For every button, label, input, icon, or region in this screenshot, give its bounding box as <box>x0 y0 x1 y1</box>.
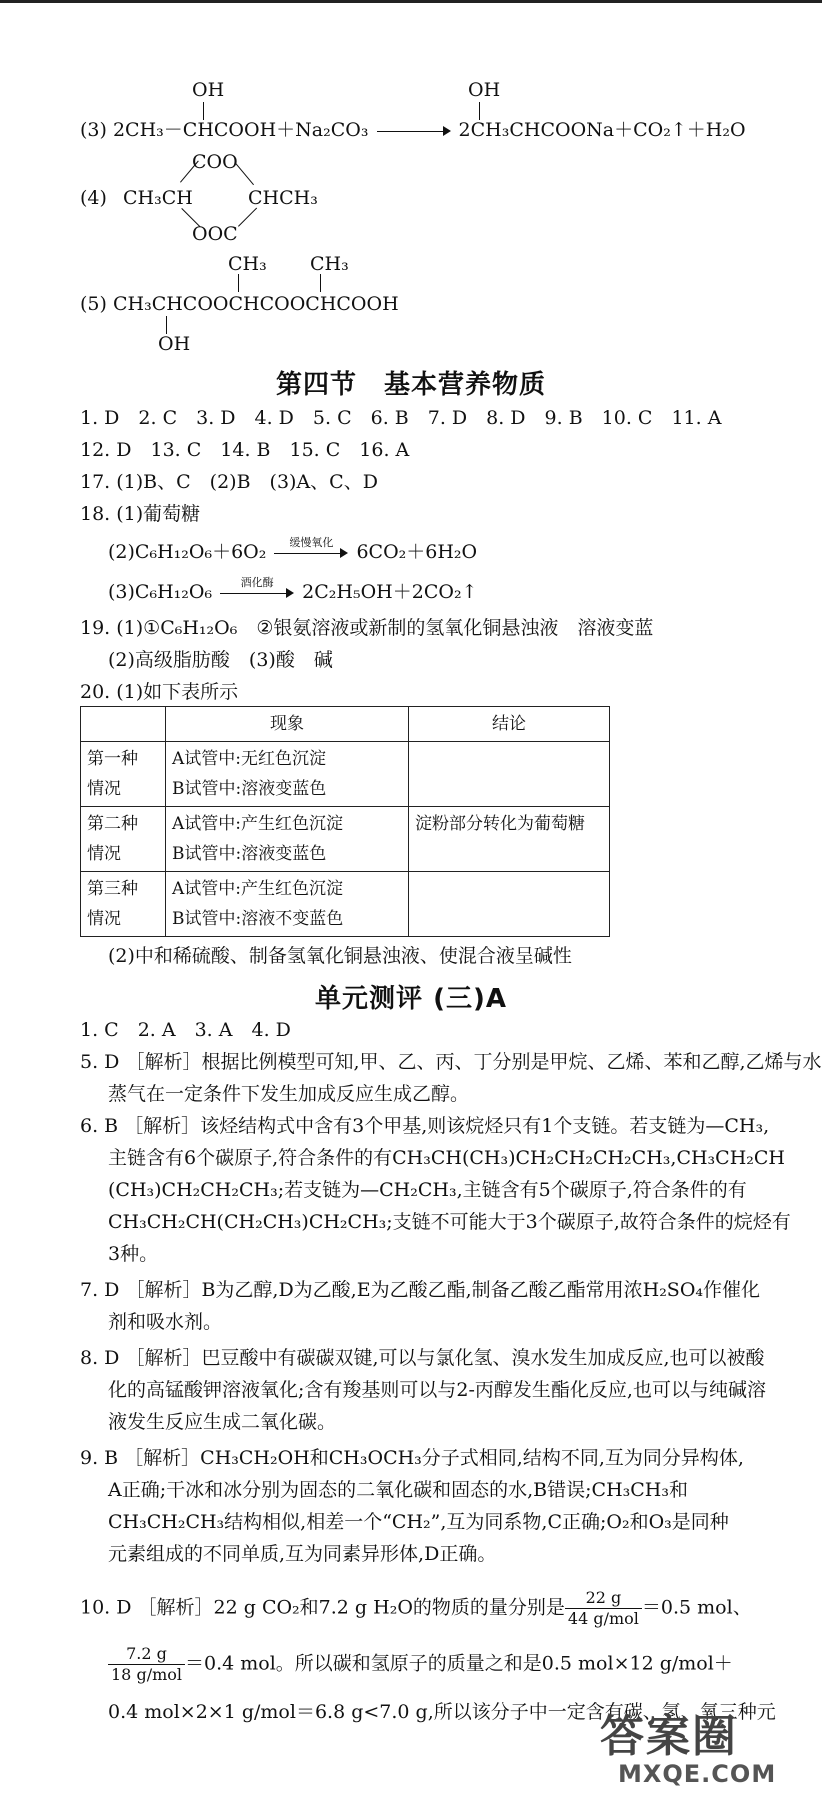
table-header-row <box>81 707 610 742</box>
fraction <box>565 1588 642 1629</box>
answer-line: 液发生反应生成二氧化碳。 <box>108 1411 337 1433</box>
answer-line: 主链含有6个碳原子,符合条件的有CH₃CH(CH₃)CH₂CH₂CH₂CH₃,CH₃CH₂CH <box>108 1147 785 1169</box>
answer-line: CH₃CH₂CH₃结构相似,相差一个“CH₂”,互为同系物,C正确;O₂和O₃是同种 <box>108 1511 729 1533</box>
s4-top: COO <box>192 151 238 173</box>
answer-line: 6. B ［解析］该烃结构式中含有3个甲基,则该烷烃只有1个支链。若支链为—CH₃, <box>80 1115 770 1137</box>
eq-label: (3) <box>108 581 135 603</box>
table-header: 现象 <box>166 707 409 742</box>
s5-bond <box>238 274 239 292</box>
s3-oh-right: OH <box>468 79 501 101</box>
observation: A试管中:无红色沉淀 <box>172 749 327 769</box>
eq-right: 6CO₂＋6H₂O <box>356 541 478 563</box>
answer-line: 9. B ［解析］CH₃CH₂OH和CH₃OCH₃分子式相同,结构不同,互为同分异构体, <box>80 1447 744 1469</box>
case-label: 第三种 <box>87 879 138 899</box>
case-label: 第二种 <box>87 814 138 834</box>
answer-line: (2)高级脂肪酸 (3)酸 碱 <box>108 649 333 671</box>
top-rule <box>0 0 822 3</box>
table-cell <box>166 872 409 937</box>
table-header: 结论 <box>409 707 610 742</box>
table-row <box>81 807 610 872</box>
eq3-label: (3) <box>80 119 107 141</box>
case-label: 第一种 <box>87 749 138 769</box>
reaction-arrow <box>220 576 294 599</box>
equation-18-3 <box>108 576 478 604</box>
s5-label: (5) <box>80 293 107 315</box>
eq-left: C₆H₁₂O₆＋6O₂ <box>134 541 267 563</box>
s5-main: CH₃CHCOOCHCOOCHCOOH <box>112 293 399 315</box>
ring-bond <box>181 208 200 227</box>
results-table <box>80 706 610 937</box>
answer-line-10 <box>80 1588 752 1629</box>
eq3-right: 2CH₃CHCOONa＋CO₂↑＋H₂O <box>458 119 746 141</box>
numerator: 22 g <box>565 1588 642 1609</box>
watermark-url: MXQE.COM <box>618 1760 777 1788</box>
reaction-arrow <box>377 125 451 137</box>
eq-label: (2) <box>108 541 135 563</box>
case-label: 情况 <box>87 779 121 799</box>
text: ＝0.4 mol。所以碳和氢原子的质量之和是0.5 mol×12 g/mol＋ <box>185 1652 733 1675</box>
answer-line: (2)中和稀硫酸、制备氢氧化铜悬浊液、使混合液呈碱性 <box>108 945 572 967</box>
answer-line: 5. D ［解析］根据比例模型可知,甲、乙、丙、丁分别是甲烷、乙烯、苯和乙醇,乙烯与水 <box>80 1051 822 1073</box>
answer-line: 8. D ［解析］巴豆酸中有碳碳双键,可以与氯化氢、溴水发生加成反应,也可以被酸 <box>80 1347 765 1369</box>
answer-line: A正确;干冰和冰分别为固态的二氧化碳和固态的水,B错误;CH₃CH₃和 <box>108 1479 688 1501</box>
ring-bond <box>238 208 257 227</box>
answer-line: 0.4 mol×2×1 g/mol＝6.8 g<7.0 g,所以该分子中一定含有碳、氢、氧三种元 <box>108 1701 776 1723</box>
answer-line: CH₃CH₂CH(CH₂CH₃)CH₂CH₃;支链不可能大于3个碳原子,故符合条件的烷烃有 <box>108 1211 791 1233</box>
table-cell <box>81 742 166 807</box>
table-cell <box>166 807 409 872</box>
answer-line: 17. (1)B、C (2)B (3)A、C、D <box>80 471 378 493</box>
answer-line: 化的高锰酸钾溶液氧化;含有羧基则可以与2-丙醇发生酯化反应,也可以与纯碱溶 <box>108 1379 766 1401</box>
table-header <box>81 707 166 742</box>
answer-line: 1. D 2. C 3. D 4. D 5. C 6. B 7. D 8. D 9. B 10. C 11. A <box>80 407 722 429</box>
observation: A试管中:产生红色沉淀 <box>172 879 344 899</box>
answer-line: (CH₃)CH₂CH₂CH₃;若支链为—CH₂CH₃,主链含有5个碳原子,符合条件的有 <box>108 1179 747 1201</box>
table-cell <box>409 872 610 937</box>
answer-line: 蒸气在一定条件下发生加成反应生成乙醇。 <box>108 1083 470 1105</box>
table-cell <box>166 742 409 807</box>
s4-bottom: OOC <box>192 223 238 245</box>
structure-5 <box>80 292 399 316</box>
s4-right: CHCH₃ <box>248 187 318 209</box>
eq3-left: 2CH₃－CHCOOH＋Na₂CO₃ <box>112 119 369 141</box>
table-cell: 淀粉部分转化为葡萄糖 <box>409 807 610 872</box>
table-cell <box>81 872 166 937</box>
section-title: 第四节 基本营养物质 <box>275 370 546 400</box>
s4-left: CH₃CH <box>123 187 193 209</box>
table-row <box>81 872 610 937</box>
eq-left: C₆H₁₂O₆ <box>134 581 213 603</box>
answer-line: 剂和吸水剂。 <box>108 1311 223 1333</box>
reaction-condition: 酒化酶 <box>240 576 274 589</box>
answer-line: 7. D ［解析］B为乙醇,D为乙酸,E为乙酸乙酯,制备乙酸乙酯常用浓H₂SO₄作催化 <box>80 1279 761 1301</box>
case-label: 情况 <box>87 844 121 864</box>
text: ＝0.5 mol、 <box>641 1596 752 1619</box>
observation: B试管中:溶液不变蓝色 <box>172 909 344 929</box>
table-cell <box>409 742 610 807</box>
answer-line: 3种。 <box>108 1243 159 1265</box>
reaction-condition: 缓慢氧化 <box>289 536 334 549</box>
equation-3 <box>80 118 746 142</box>
s5-bond <box>320 274 321 292</box>
observation: B试管中:溶液变蓝色 <box>172 779 327 799</box>
s5-ch3-b: CH₃ <box>310 253 349 275</box>
observation: B试管中:溶液变蓝色 <box>172 844 327 864</box>
observation: A试管中:产生红色沉淀 <box>172 814 344 834</box>
case-label: 情况 <box>87 909 121 929</box>
eq-right: 2C₂H₅OH＋2CO₂↑ <box>302 581 478 603</box>
equation-18-2 <box>108 536 478 564</box>
answer-line: 1. C 2. A 3. A 4. D <box>80 1019 291 1041</box>
section-title: 单元测评 (三)A <box>315 984 507 1014</box>
s5-oh: OH <box>158 333 191 355</box>
fraction <box>108 1644 185 1685</box>
answer-line: 元素组成的不同单质,互为同素异形体,D正确。 <box>108 1543 497 1565</box>
watermark-title: 答案圈 <box>600 1711 738 1762</box>
answer-line: 19. (1)①C₆H₁₂O₆ ②银氨溶液或新制的氢氧化铜悬浊液 溶液变蓝 <box>80 617 654 639</box>
answer-line: 18. (1)葡萄糖 <box>80 503 201 525</box>
answer-line: 12. D 13. C 14. B 15. C 16. A <box>80 439 410 461</box>
s5-ch3-a: CH₃ <box>228 253 267 275</box>
answer-line-10b <box>108 1644 733 1685</box>
table-cell <box>81 807 166 872</box>
s3-oh-left: OH <box>192 79 225 101</box>
denominator: 44 g/mol <box>567 1609 639 1628</box>
watermark-logo <box>600 1700 800 1795</box>
s4-label: (4) <box>80 187 107 209</box>
denominator: 18 g/mol <box>111 1665 182 1684</box>
answer-line: 20. (1)如下表所示 <box>80 681 239 703</box>
text: 10. D ［解析］22 g CO₂和7.2 g H₂O的物质的量分别是 <box>80 1596 565 1619</box>
numerator: 7.2 g <box>108 1644 185 1665</box>
reaction-arrow <box>274 536 348 559</box>
ring-bond <box>235 163 254 185</box>
table-row <box>81 742 610 807</box>
